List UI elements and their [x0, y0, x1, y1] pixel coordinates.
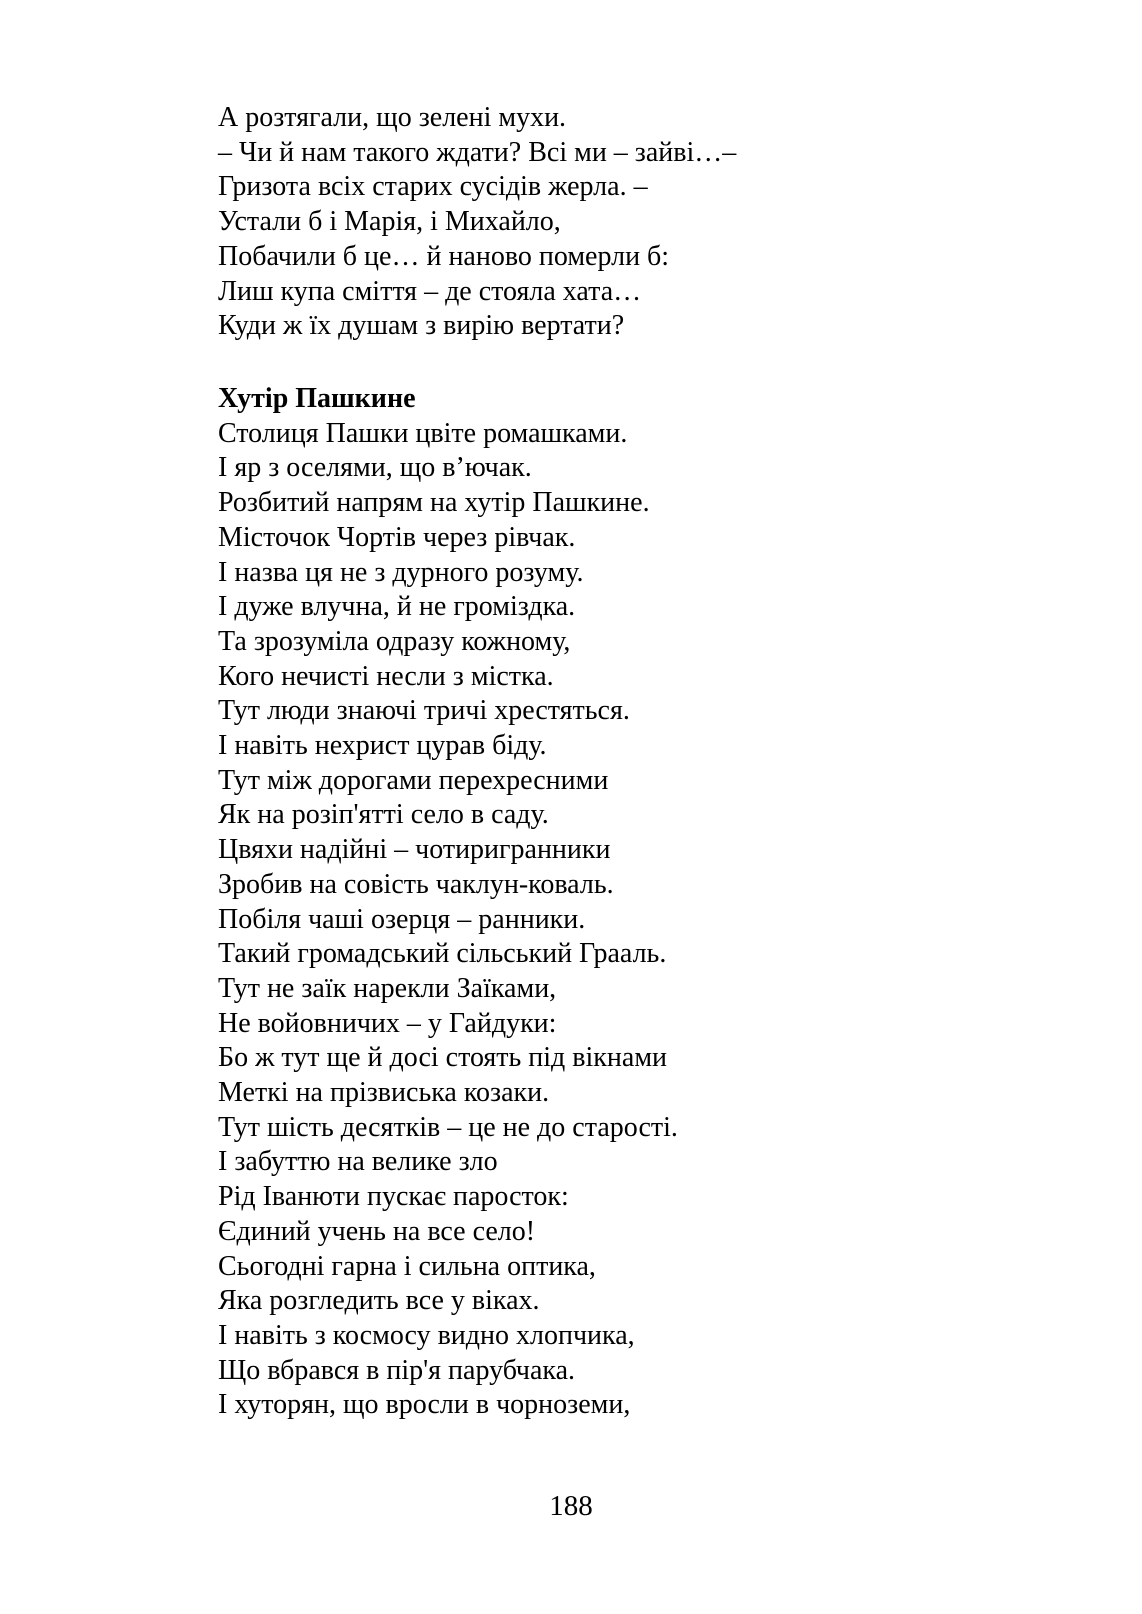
poem-khutir-pashkyne	[218, 382, 1038, 1423]
verse-line: І яр з оселями, що в’ючак.	[218, 452, 532, 484]
verse-line: Куди ж їх душам з вирію вертати?	[218, 310, 625, 342]
verse-line: Бо ж тут ще й досі стоять під вікнами	[218, 1042, 668, 1074]
verse-line: І хуторян, що вросли в чорноземи,	[218, 1389, 631, 1421]
verse-line: Меткі на прізвиська козаки.	[218, 1077, 550, 1109]
verse-line: Як на розіп'ятті село в саду.	[218, 799, 549, 831]
verse-line: Рід Іванюти пускає паросток:	[218, 1181, 569, 1213]
verse-line: Тут шість десятків – це не до старості.	[218, 1111, 678, 1143]
verse-line: А розтягали, що зелені мухи.	[218, 102, 567, 133]
verse-line: І навіть нехрист цурав біду.	[218, 730, 547, 762]
verse-line: Столиця Пашки цвіте ромашками.	[218, 417, 628, 449]
verse-line: – Чи й нам такого ждати? Всі ми – зайві…–	[218, 136, 737, 168]
verse-line: І дуже влучна, й не громіздка.	[218, 591, 576, 623]
verse-line: Тут між дорогами перехресними	[218, 764, 609, 796]
verse-line: Зробив на совість чаклун-коваль.	[218, 868, 614, 900]
verse-line: Такий громадський сільський Грааль.	[218, 938, 667, 970]
poem-ending-stanza	[218, 101, 1038, 344]
verse-line: Єдиний учень на все село!	[218, 1215, 536, 1247]
verse-line: Місточок Чортів через рівчак.	[218, 521, 576, 553]
verse-line: Та зрозуміла одразу кожному,	[218, 625, 571, 657]
verse-line: Що вбрався в пір'я парубчака.	[218, 1354, 576, 1386]
verse-line: Тут люди знаючі тричі хрестяться.	[218, 695, 630, 727]
page-number: 188	[549, 1490, 593, 1522]
verse-line: Тут не заїк нарекли Заїками,	[218, 972, 557, 1004]
verse-line: Побачили б це… й наново померли б:	[218, 240, 670, 272]
verse-line: Гризота всіх старих сусідів жерла. –	[218, 171, 648, 203]
verse-line: І назва ця не з дурного розуму.	[218, 556, 584, 588]
verse-line: Побіля чаші озерця – ранники.	[218, 903, 586, 935]
verse-line: І навіть з космосу видно хлопчика,	[218, 1319, 635, 1351]
poem-title: Хутір Пашкине	[218, 383, 416, 414]
verse-line: Кого нечисті несли з містка.	[218, 660, 554, 692]
verse-line: Цвяхи надійні – чотиригранники	[218, 834, 611, 866]
verse-line: Устали б і Марія, і Михайло,	[218, 206, 561, 238]
verse-line: Сьогодні гарна і сильна оптика,	[218, 1250, 596, 1282]
verse-line: Яка розгледить все у віках.	[218, 1285, 540, 1317]
verse-line: Не войовничих – у Гайдуки:	[218, 1007, 557, 1039]
verse-line: Розбитий напрям на хутір Пашкине.	[218, 487, 650, 519]
verse-line: Лиш купа сміття – де стояла хата…	[218, 275, 642, 307]
verse-line: І забуттю на велике зло	[218, 1146, 498, 1178]
